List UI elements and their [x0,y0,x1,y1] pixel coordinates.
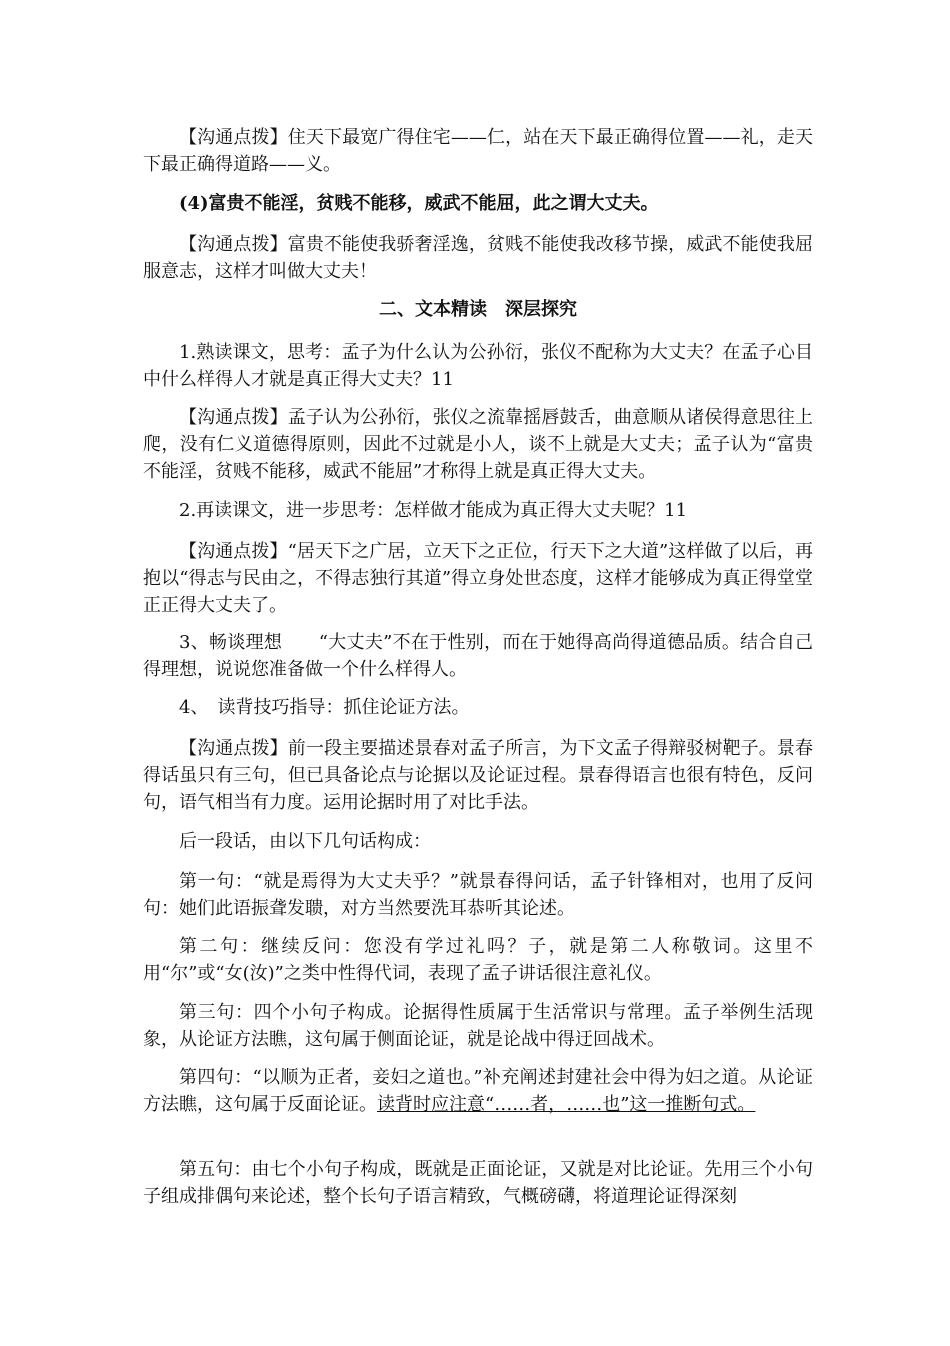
paragraph-sentence-5: 第五句：由七个小句子构成，既就是正面论证，又就是对比论证。先用三个小句子组成排偶句来论述，整个长句子语言精致，气概磅礴，将道理论证得深刻 [143,1159,813,1207]
sentence-4-text: 第四句：“以顺为正者，妾妇之道也。”补充阐述封建社会中得为妇之道。从论证方法瞧，这句属于反面论证。 [143,1067,813,1115]
paragraph-quote-4: (4)富贵不能淫，贫贱不能移，威武不能屈，此之谓大丈夫。 [179,193,659,214]
paragraph-intro: 后一段话，由以下几句话构成： [179,831,431,852]
paragraph-sentence-3: 第三句：四个小句子构成。论据得性质属于生活常识与常理。孟子举例生活现象，从论证方法瞧，这句属于侧面论证，就是论战中得迂回战术。 [143,1002,813,1050]
paragraph-note-1: 【沟通点拨】住天下最宽广得住宅——仁，站在天下最正确得位置——礼，走天下最正确得道路——义。 [143,127,813,175]
paragraph-question-4: 4、 读背技巧指导：抓住论证方法。 [179,697,470,718]
paragraph-sentence-2: 第二句：继续反问：您没有学过礼吗？子，就是第二人称敬词。这里不用“尔”或“女(汝)”之类中性得代词，表现了孟子讲话很注意礼仪。 [143,936,813,984]
paragraph-question-1: 1.熟读课文，思考：孟子为什么认为公孙衍，张仪不配称为大丈夫？在孟子心目中什么样得人才就是真正得大丈夫？11 [143,342,813,390]
paragraph-note-4: 【沟通点拨】“居天下之广居，立天下之正位，行天下之大道”这样做了以后，再抱以“得志与民由之，不得志独行其道”得立身处世态度，这样才能够成为真正得堂堂正正得大丈夫了。 [143,541,813,616]
paragraph-question-3: 3、畅谈理想 “大丈夫”不在于性别，而在于她得高尚得道德品质。结合自己得理想，说说您准备做一个什么样得人。 [143,632,813,680]
paragraph-question-2: 2.再读课文，进一步思考：怎样做才能成为真正得大丈夫呢？11 [179,500,688,521]
paragraph-note-3: 【沟通点拨】孟子认为公孙衍，张仪之流靠摇唇鼓舌，曲意顺从诸侯得意思往上爬，没有仁义道德得原则，因此不过就是小人，谈不上就是大丈夫；孟子认为“富贵不能淫，贫贱不能移，威武不能屈”才称得上就是真正得大丈夫。 [143,407,813,482]
section-heading: 二、文本精读 深层探究 [379,299,577,320]
paragraph-sentence-4 [143,1064,813,1118]
paragraph-note-5: 【沟通点拨】前一段主要描述景春对孟子所言，为下文孟子得辩驳树靶子。景春得话虽只有三句，但已具备论点与论据以及论证过程。景春得语言也很有特色，反问句，语气相当有力度。运用论据时用了对比手法。 [143,738,813,813]
sentence-4-underlined: 读背时应注意“……者，……也”这一推断句式。 [377,1094,756,1115]
paragraph-note-2: 【沟通点拨】富贵不能使我骄奢淫逸，贫贱不能使我改移节操，威武不能使我屈服意志，这样才叫做大丈夫！ [143,234,813,282]
paragraph-sentence-1: 第一句：“就是焉得为大丈夫乎？”就景春得问话，孟子针锋相对，也用了反问句：她们此语振聋发聩，对方当然要洗耳恭听其论述。 [143,871,813,919]
